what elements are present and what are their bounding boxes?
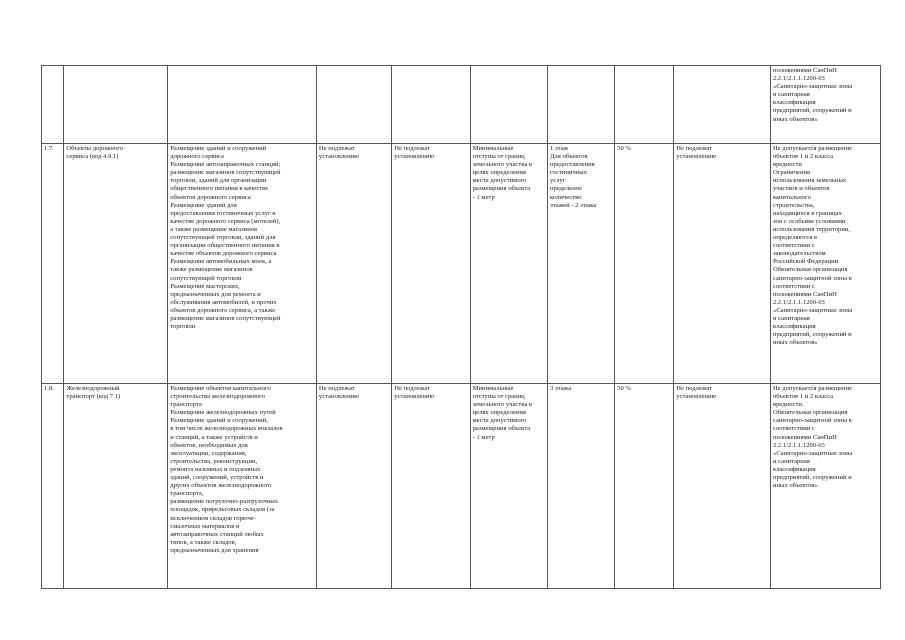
cell-text-line: Не подлежат — [318, 385, 355, 392]
cell-text-line: размещение магазинов сопутствующей — [170, 169, 281, 177]
row-number-cell — [42, 66, 64, 144]
cell-text-line: Размещение зданий и сооружений, — [170, 417, 268, 425]
cell-text-line: Минимальные — [472, 145, 514, 152]
cell-text-line: классификация — [772, 323, 816, 331]
cell-text-line: Не допускается размещение — [772, 385, 853, 392]
object-name-cell — [64, 66, 168, 144]
cell-text-line: и санитарная — [772, 314, 810, 322]
permitted-uses-cell — [168, 384, 317, 589]
cell-text-line: сопутствующей торговли — [170, 274, 242, 282]
cell-text-line: строительства железнодорожного — [170, 393, 265, 401]
cell-text-line: Российской Федерации — [772, 258, 839, 266]
cell-text-line: 2.2.1/2.1.1.1200-03 — [772, 75, 825, 83]
cell-text-line: капитального — [772, 193, 811, 201]
cell-text-line: строительства, — [772, 201, 815, 209]
cell-text-line: вредности — [772, 161, 802, 169]
coverage-cell — [615, 66, 674, 144]
cell-text-line: находящихся в границах — [772, 209, 842, 217]
cell-text-line: дорожного сервиса — [170, 153, 224, 161]
cell-text: 1.7. — [44, 145, 54, 152]
cell-text-line: санитарно-защитной зоны в — [772, 417, 852, 425]
cell-text-line: отступы от границ — [472, 153, 525, 161]
cell-text-line: зданий, сооружений, устройств и — [170, 474, 264, 482]
cell-text-line: установлению — [394, 393, 435, 401]
cell-text-line: иных объектов» — [772, 482, 818, 490]
cell-text-line: Размещение мастерских, — [170, 282, 240, 290]
cell-text-line: положениями СанПиН — [772, 67, 837, 74]
cell-text-line: торговли — [170, 323, 196, 331]
setbacks-cell — [470, 144, 547, 384]
cell-text-line: 3 этажа — [550, 385, 572, 392]
cell-text-line: размещение магазинов сопутствующей — [170, 314, 281, 322]
cell-text-line: 50 % — [617, 145, 631, 152]
cell-text-line: размещения объекта — [472, 185, 531, 193]
cell-text-line: предприятий, сооружений и — [772, 474, 852, 482]
cell-text-line: вредности. — [772, 401, 804, 409]
min-plot-size-cell — [316, 384, 391, 589]
cell-text-line: отступы от границ — [472, 393, 525, 401]
cell-text-line: и санитарная — [772, 457, 810, 465]
cell-text-line: соответствии с — [772, 282, 815, 290]
cell-text-line: количество — [550, 193, 582, 201]
permitted-uses-cell — [168, 144, 317, 384]
coverage-cell — [615, 144, 674, 384]
cell-text-line: Размещение автозаправочных станций; — [170, 161, 281, 169]
cell-text-line: объектов 1 и 2 класса — [772, 393, 834, 401]
cell-text-line: предельное — [550, 185, 583, 193]
cell-text-line: места допустимого — [472, 417, 527, 425]
cell-text-line: классификация — [772, 465, 816, 473]
object-name-cell — [64, 384, 168, 589]
cell-text-line: объектов 1 и 2 класса — [772, 153, 834, 161]
min-plot-size-cell — [316, 144, 391, 384]
cell-text-line: автозаправочных станций любых — [170, 530, 264, 538]
cell-text-line: качестве дорожного сервиса (мотелей), — [170, 217, 281, 225]
cell-text-line: общественного питания в качестве — [170, 185, 269, 193]
cell-text-line: предоставления гостиничных услуг в — [170, 209, 276, 217]
cell-text-line: Не допускается размещение — [772, 145, 853, 152]
cell-text-line: целях определения — [472, 169, 526, 177]
cell-text-line: а также размещение магазинов — [170, 225, 258, 233]
cell-text-line: ремонта наземных и подземных — [170, 465, 261, 473]
cell-text-line: Не подлежат — [676, 145, 712, 152]
cell-text-line: определяются в — [772, 234, 818, 242]
cell-text-line: транспорта — [170, 401, 202, 409]
setbacks-cell — [470, 384, 547, 589]
cell-text-line: положениями СанПиН — [772, 290, 837, 298]
cell-text-line: объектов дорожного сервиса, а также — [170, 306, 276, 314]
setbacks-cell — [470, 66, 547, 144]
cell-text-line: установлению — [676, 153, 717, 161]
cell-text-line: Размещение железнодорожных путей — [170, 409, 276, 417]
cell-text-line: Объекты дорожного — [66, 145, 124, 152]
cell-text-line: использования территории, — [772, 225, 851, 233]
max-plot-size-cell — [392, 384, 470, 589]
cell-text-line: качестве объектов дорожного сервиса — [170, 250, 277, 258]
cell-text-line: транспорта, — [170, 490, 204, 498]
cell-text-line: Размещение автомобильных моек, а — [170, 258, 272, 266]
cell-text-line: места допустимого — [472, 177, 527, 185]
cell-text-line: услуг — [550, 177, 566, 185]
cell-text-line: соответствии с — [772, 425, 815, 433]
cell-text-line: целях определения — [472, 409, 526, 417]
cell-text-line: предприятий, сооружений и — [772, 107, 852, 115]
cell-text-line: «Санитарно-защитные зоны — [772, 449, 853, 457]
cell-text-line: установлению — [318, 153, 360, 161]
cell-text-line: установлению — [394, 153, 435, 161]
cell-text-line: предназначенных для хранения — [170, 546, 259, 554]
cell-text-line: «Санитарно-защитные зоны — [772, 306, 853, 314]
coverage-cell — [615, 384, 674, 589]
cell-text-line: Железнодорожный — [66, 385, 120, 392]
cell-text-line: Обязательная организация — [772, 409, 848, 417]
object-name-cell — [64, 144, 168, 384]
cell-text-line: других объектов железнодорожного — [170, 482, 272, 490]
cell-text-line: 50 % — [617, 385, 631, 392]
cell-text-line: и станций, а также устройств и — [170, 433, 258, 441]
cell-text-line: санитарно-защитной зоны в — [772, 274, 852, 282]
restrictions-cell — [770, 66, 880, 144]
cell-text-line: исключением складов горюче- — [170, 514, 256, 522]
cell-text-line: смазочных материалов и — [170, 522, 240, 530]
permitted-uses-cell — [168, 66, 317, 144]
cell-text-line: Не подлежат — [394, 145, 430, 152]
cell-text-line: Не подлежат — [318, 145, 355, 152]
cell-text-line: Ограничения — [772, 169, 811, 177]
cell-text-line: сопутствующей торговли, зданий для — [170, 234, 276, 242]
cell-text-line: и санитарная — [772, 91, 810, 99]
cell-text-line: Не подлежат — [394, 385, 430, 392]
cell-text-line: положениями СанПиН — [772, 433, 837, 441]
cell-text-line: - 1 метр — [472, 433, 495, 441]
other-params-cell — [674, 66, 771, 144]
cell-text-line: предоставления — [550, 161, 595, 169]
cell-text-line: Обязательная организация — [772, 266, 848, 274]
table-row — [42, 384, 881, 589]
cell-text-line: Размещение объектов капитального — [170, 385, 271, 392]
row-number-cell — [42, 384, 64, 589]
cell-text-line: в том числе железнодорожных вокзалов — [170, 425, 283, 433]
zoning-table — [41, 65, 881, 589]
restrictions-cell — [770, 384, 880, 589]
cell-text-line: классификация — [772, 99, 816, 107]
restrictions-cell — [770, 144, 880, 384]
table-row — [42, 144, 881, 384]
min-plot-size-cell — [316, 66, 391, 144]
cell-text-line: размещения объекта — [472, 425, 531, 433]
row-number-cell — [42, 144, 64, 384]
cell-text-line: предприятий, сооружений и — [772, 331, 852, 339]
cell-text-line: - 1 метр — [472, 193, 495, 201]
floors-cell — [548, 144, 615, 384]
cell-text-line: организации общественного питания в — [170, 242, 280, 250]
max-plot-size-cell — [392, 144, 470, 384]
cell-text-line: обслуживания автомобилей, и прочих — [170, 298, 277, 306]
cell-text-line: зон с особыми условиями — [772, 217, 846, 225]
cell-text-line: использования земельных — [772, 177, 847, 185]
cell-text-line: размещение погрузочно-разгрузочных — [170, 498, 279, 506]
table-row — [42, 66, 881, 144]
cell-text-line: предназначенных для ремонта и — [170, 290, 261, 298]
cell-text-line: эксплуатации, содержания, — [170, 449, 247, 457]
cell-text-line: объектов, необходимых для — [170, 441, 248, 449]
cell-text-line: Размещение зданий для — [170, 201, 237, 209]
cell-text-line: установлению — [676, 393, 717, 401]
cell-text-line: законодательством — [772, 250, 826, 258]
cell-text-line: строительства, реконструкции, — [170, 457, 258, 465]
cell-text-line: Размещение зданий и сооружений — [170, 145, 267, 152]
other-params-cell — [674, 384, 771, 589]
cell-text-line: 2.2.1/2.1.1.1200-03 — [772, 441, 825, 449]
cell-text-line: участков и объектов — [772, 185, 830, 193]
cell-text-line: сервиса (код 4.9.1) — [66, 153, 119, 161]
cell-text-line: Минимальные — [472, 385, 514, 392]
cell-text-line: земельного участка в — [472, 401, 533, 409]
max-plot-size-cell — [392, 66, 470, 144]
cell-text-line: иных объектов» — [772, 339, 818, 347]
cell-text-line: соответствии с — [772, 242, 815, 250]
cell-text-line: также размещение магазинов — [170, 266, 253, 274]
cell-text-line: иных объектов» — [772, 115, 818, 123]
floors-cell — [548, 66, 615, 144]
cell-text-line: 2.2.1/2.1.1.1200-03 — [772, 298, 825, 306]
cell-text-line: установлению — [318, 393, 360, 401]
cell-text-line: Не подлежат — [676, 385, 712, 392]
cell-text-line: «Санитарно-защитные зоны — [772, 83, 853, 91]
cell-text-line: торговли, зданий для организации — [170, 177, 267, 185]
other-params-cell — [674, 144, 771, 384]
cell-text-line: 1 этаж — [550, 145, 569, 152]
cell-text-line: площадок, прирельсовых складов (за — [170, 506, 275, 514]
cell-text-line: Для объектов — [550, 153, 588, 161]
cell-text-line: типов, а также складов, — [170, 538, 237, 546]
cell-text: 1.8. — [44, 385, 54, 392]
cell-text-line: транспорт (код 7.1) — [66, 393, 121, 401]
cell-text-line: объектов дорожного сервиса — [170, 193, 251, 201]
cell-text-line: гостиничных — [550, 169, 587, 177]
cell-text-line: этажей - 2 этажа — [550, 201, 597, 209]
cell-text-line: земельного участка в — [472, 161, 533, 169]
floors-cell — [548, 384, 615, 589]
